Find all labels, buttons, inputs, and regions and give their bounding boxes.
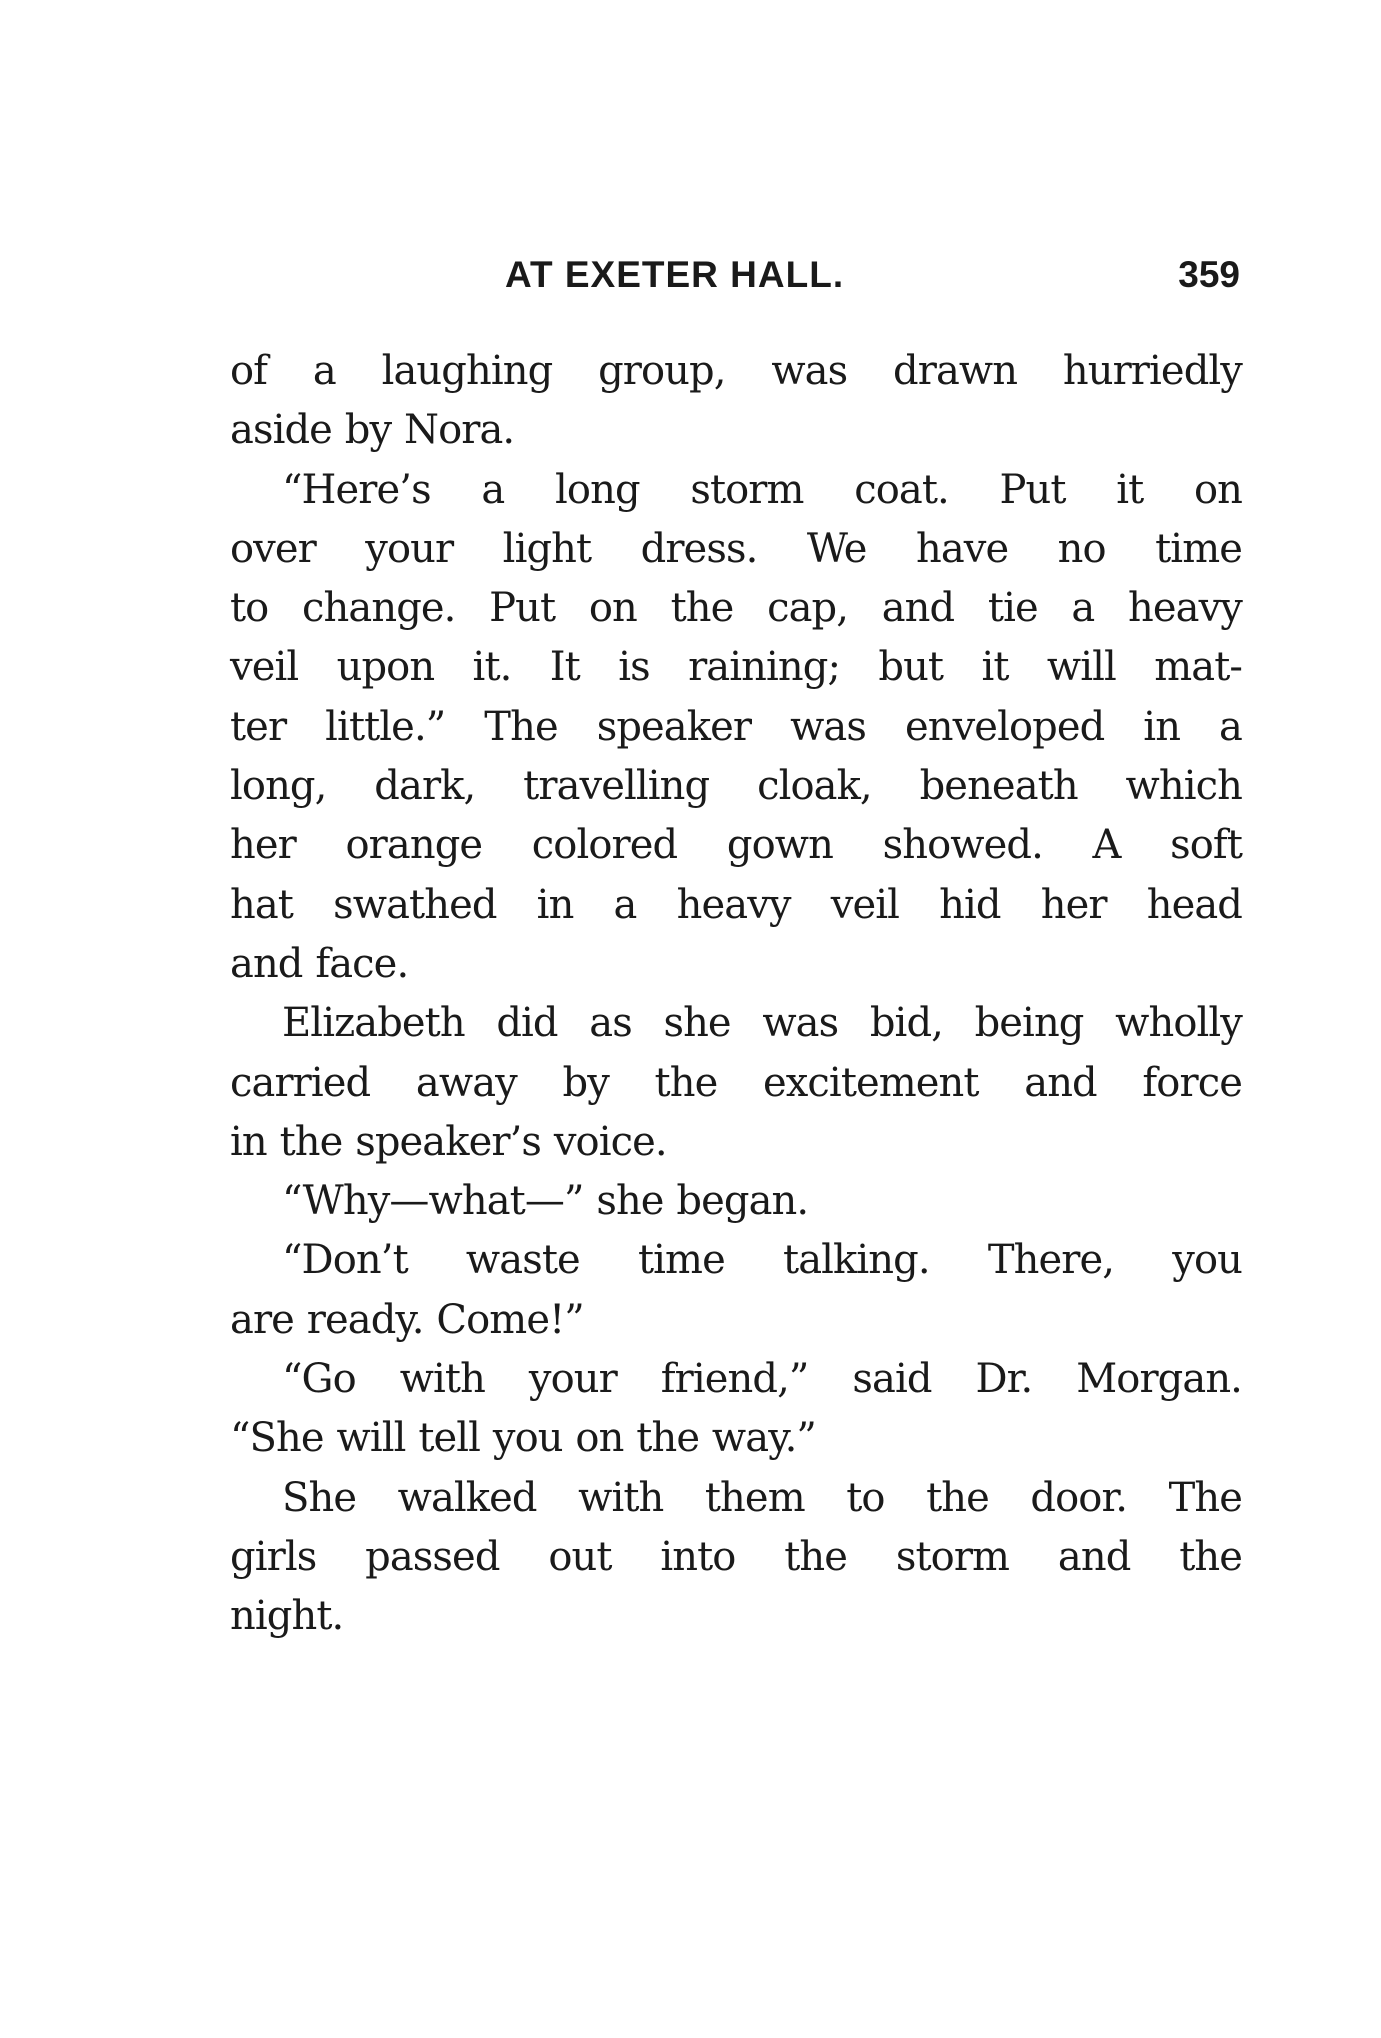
text-line: “Go with your friend,” said Dr. Morgan. (282, 1356, 1242, 1403)
text-line: She walked with them to the door. The (282, 1474, 1242, 1521)
text-line: over your light dress. We have no time (230, 525, 1242, 572)
text-line: are ready. Come!” (230, 1296, 584, 1343)
text-line: “Why—what—” she began. (282, 1178, 809, 1225)
running-head (230, 250, 1240, 300)
page-number: 359 (1178, 254, 1240, 295)
text-line: hat swathed in a heavy veil hid her head (230, 881, 1242, 928)
text-line: long, dark, travelling cloak, beneath which (230, 763, 1242, 810)
text-line: ter little.” The speaker was enveloped in a (230, 703, 1242, 750)
text-line: her orange colored gown showed. A soft (230, 822, 1242, 869)
text-line: to change. Put on the cap, and tie a heavy (230, 585, 1242, 632)
text-line: and face. (230, 940, 409, 987)
text-line: of a laughing group, was drawn hurriedly (230, 348, 1242, 394)
text-line: carried away by the excitement and force (230, 1059, 1242, 1106)
text-line: Elizabeth did as she was bid, being wholly (282, 1000, 1242, 1047)
body-text (230, 342, 1242, 1647)
running-title: AT EXETER HALL. (505, 254, 845, 295)
text-line: “She will tell you on the way.” (230, 1415, 816, 1462)
text-line: veil upon it. It is raining; but it will mat- (230, 644, 1242, 691)
text-line: girls passed out into the storm and the (230, 1533, 1242, 1580)
text-line: “Here’s a long storm coat. Put it on (282, 466, 1242, 513)
text-line: night. (230, 1593, 344, 1640)
text-line: in the speaker’s voice. (230, 1118, 667, 1165)
text-line: aside by Nora. (230, 407, 515, 454)
text-line: “Don’t waste time talking. There, you (282, 1237, 1242, 1284)
